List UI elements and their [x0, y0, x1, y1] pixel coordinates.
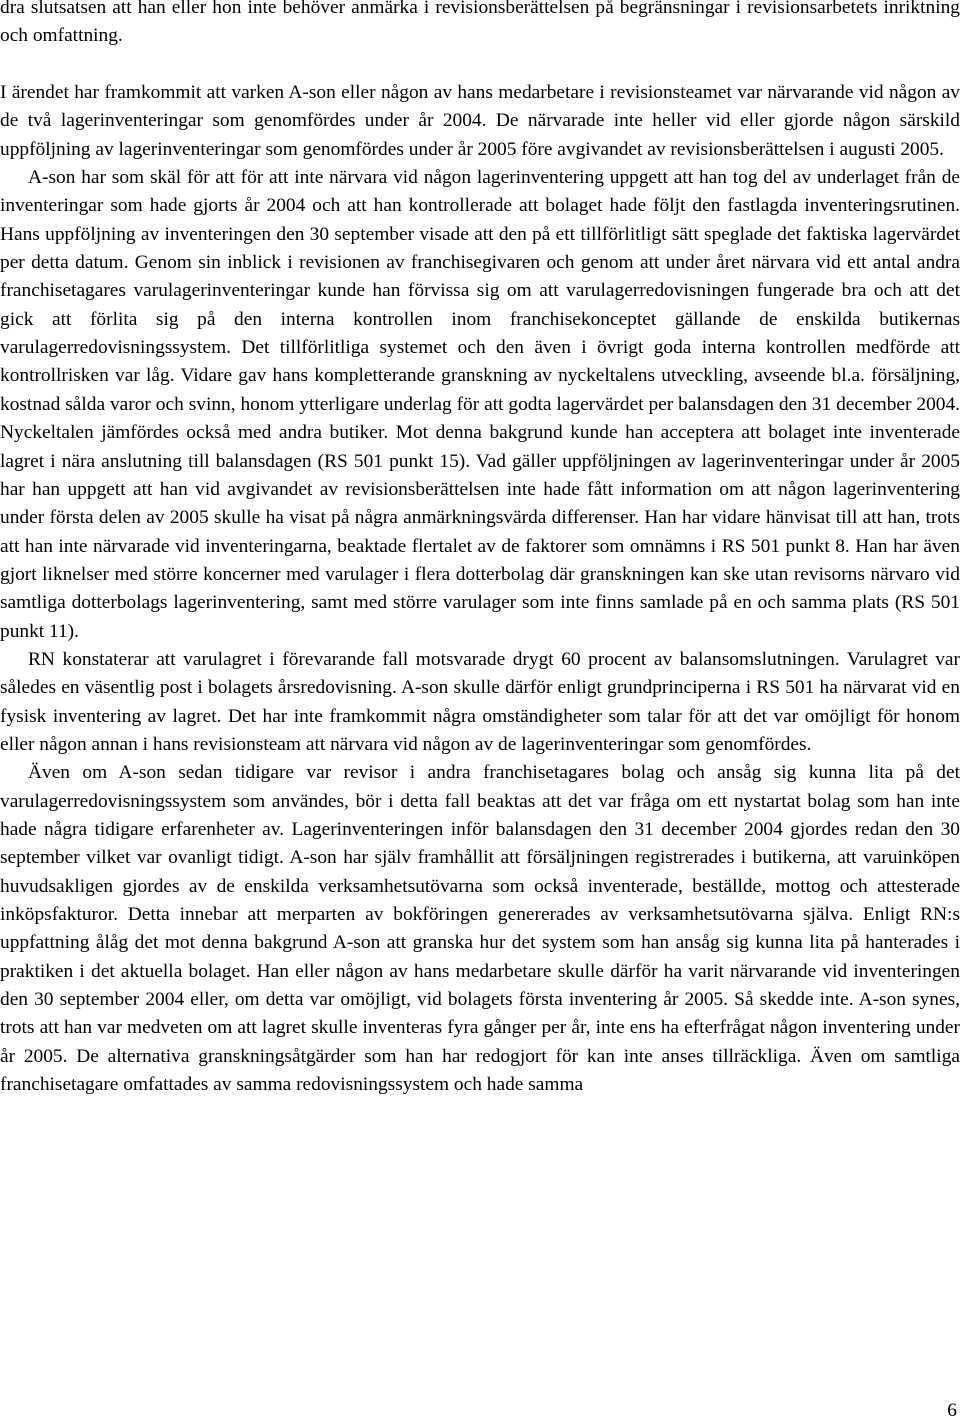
- paragraph-assessment: Även om A-son sedan tidigare var revisor i andra franchisetagares bolag och ansåg sig kunna lita på det varulagerredovisningssystem som användes, bör i detta fall beaktas att det var fråga om ett nystartat bolag som han inte hade några tidigare erfarenheter av. Lagerinventeringen inför balansdagen den 31 december 2004 gjordes redan den 30 september vilket var ovanligt tidigt. A-son har själv framhållit att försäljningen registrerades i butikerna, att varuinköpen huvudsakligen gjordes av de enskilda verksamhetsutövarna som också inventerade, beställde, mottog och attesterade inköpsfakturor. Detta innebar att merparten av bokföringen genererades av verksamhetsutövarna själva. Enligt RN:s uppfattning ålåg det mot denna bakgrund A-son att granska hur det system som han ansåg sig kunna lita på hanterades i praktiken i det aktuella bolaget. Han eller någon av hans medarbetare skulle därför ha varit närvarande vid inventeringen den 30 september 2004 eller, om detta var omöjligt, vid bolagets första inventering år 2005. Så skedde inte. A-son synes, trots att han var medveten om att lagret skulle inventeras fyra gånger per år, inte ens ha efterfrågat någon inventering under år 2005. De alternativa granskningsåtgärder som han har redogjort för kan inte anses tillräckliga. Även om samtliga franchisetagare omfattades av samma redovisningssystem och hade samma: [0, 762, 960, 1096]
- paragraph-a-son-reasons: A-son har som skäl för att för att inte närvara vid någon lagerinventering uppgett att han tog del av underlaget från de inventeringar som hade gjorts år 2004 och att han kontrollerade att bolaget hade följt den fastlagda inventeringsrutinen. Hans uppföljning av inventeringen den 30 september visade att den på ett tillförlitligt sätt speglade det faktiska lagervärdet per detta datum. Genom sin inblick i revisionen av franchisegivaren och genom att under året närvara vid ett antal andra franchisetagares varulagerinventeringar kunde han förvissa sig om att varulagerredovisningen fungerade bra och att det gick att förlita sig på den interna kontrollen inom franchisekonceptet gällande de enskilda butikernas varulagerredovisningssystem. Det tillförlitliga systemet och den även i övrigt goda interna kontrollen medförde att kontrollrisken var låg. Vidare gav hans kompletterande granskning av nyckeltalens utveckling, avseende bl.a. försäljning, kostnad sålda varor och svinn, honom ytterligare underlag för att godta lagervärdet per balansdagen den 31 december 2004. Nyckeltalen jämfördes också med andra butiker. Mot denna bakgrund kunde han acceptera att bolaget inte inventerade lagret i nära anslutning till balansdagen (RS 501 punkt 15). Vad gäller uppföljningen av lagerinventeringar under år 2005 har han uppgett att han vid avgivandet av revisionsberättelsen inte hade fått information om att någon lagerinventering under första delen av 2005 skulle ha visat på några anmärkningsvärda differenser. Han har vidare hänvisat till att han, trots att han inte närvarade vid inventeringarna, beaktade flertalet av de faktorer som omnämns i RS 501 punkt 8. Han har även gjort liknelser med större koncerner med varulager i flera dotterbolag där granskningen kan ske utan revisorns närvaro vid samtliga dotterbolags lagerinventering, samt med större varulager som inte finns samlade på en och samma plats (RS 501 punkt 11).: [0, 167, 960, 642]
- page-number: 6: [947, 1400, 957, 1421]
- paragraph-continuation: dra slutsatsen att han eller hon inte behöver anmärka i revisionsberättelsen på begränsningar i revisionsarbetets inriktning och omfattning.: [0, 0, 960, 47]
- paragraph-inventory-absence: I ärendet har framkommit att varken A-son eller någon av hans medarbetare i revisionsteamet var närvarande vid någon av de två lagerinventeringar som genomfördes under år 2004. De närvarade inte heller vid eller gjorde någon särskild uppföljning av lagerinventeringar som genomfördes under år 2005 före avgivandet av revisionsberättelsen i augusti 2005.: [0, 82, 960, 160]
- paragraph-rn-findings: RN konstaterar att varulagret i förevarande fall motsvarade drygt 60 procent av balansomslutningen. Varulagret var således en väsentlig post i bolagets årsredovisning. A-son skulle därför enligt grundprinciperna i RS 501 ha närvarat vid en fysisk inventering av lagret. Det har inte framkommit några omständigheter som talar för att det var omöjligt för honom eller någon annan i hans revisionsteam att närvara vid någon av de lagerinventeringar som genomfördes.: [0, 648, 960, 755]
